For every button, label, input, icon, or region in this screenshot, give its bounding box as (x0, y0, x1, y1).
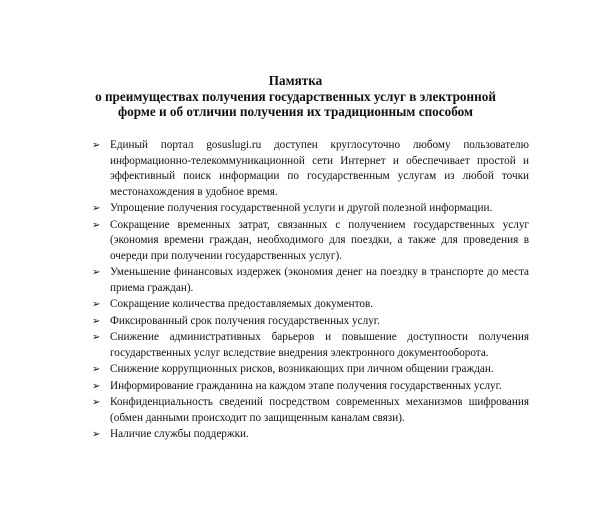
list-item (92, 427, 529, 443)
arrowhead-bullet-icon: ➢ (92, 364, 101, 375)
list-item-text: Наличие службы поддержки. (110, 428, 249, 440)
list-item-text: Снижение коррупционных рисков, возникающих при личном общении граждан. (110, 363, 494, 375)
arrowhead-bullet-icon: ➢ (92, 219, 101, 231)
list-item (92, 265, 529, 296)
list-item-text: Уменьшение финансовых издержек (экономия денег на поездку в транспорте до места приема граждан). (110, 266, 529, 294)
list-item-text: Сокращение количества предоставляемых документов. (110, 298, 374, 310)
title-line-2: о преимуществах получения государственных услуг в электронной (95, 88, 496, 104)
list-item (92, 362, 529, 378)
title-line-3: форме и об отличии получения их традиционным способом (118, 104, 473, 119)
arrowhead-bullet-icon: ➢ (92, 332, 101, 343)
list-item (92, 201, 529, 217)
arrowhead-bullet-icon: ➢ (92, 267, 101, 278)
list-item (92, 395, 529, 426)
arrowhead-bullet-icon: ➢ (92, 315, 101, 327)
list-item (92, 297, 529, 313)
list-item-text: Сокращение временных затрат, связанных с получением государственных услуг (экономия времени граждан, необходимого для поездки, а также для проведения в очереди при получении государственных услуг). (110, 218, 529, 262)
list-item-text: Единый портал gosuslugi.ru доступен круглосуточно любому пользователю информационно-телекоммуникационной сети Интернет и обеспечивает простой и эффективный поиск информации по государственным услугам из любой точки местонахождения в удобное время. (110, 139, 529, 198)
advantages-list (92, 138, 529, 444)
list-item-text: Упрощение получения государственной услуги и другой полезной информации. (110, 202, 493, 214)
arrowhead-bullet-icon: ➢ (92, 380, 101, 392)
list-item (92, 330, 529, 361)
arrowhead-bullet-icon: ➢ (92, 140, 101, 151)
list-item (92, 379, 529, 395)
document-title (60, 73, 531, 120)
list-item (92, 218, 529, 265)
arrowhead-bullet-icon: ➢ (92, 203, 101, 214)
list-item (92, 314, 529, 330)
list-item (92, 138, 529, 200)
list-item-text: Информирование гражданина на каждом этапе получения государственных услуг. (110, 379, 502, 392)
arrowhead-bullet-icon: ➢ (92, 397, 101, 408)
list-item-text: Конфиденциальность сведений посредством современных механизмов шифрования (обмен данными происходит по защищенным каналам связи). (110, 396, 529, 424)
list-item-text: Фиксированный срок получения государственных услуг. (110, 314, 380, 327)
arrowhead-bullet-icon: ➢ (92, 299, 101, 310)
list-item-text: Снижение административных барьеров и повышение доступности получения государственных услуг вследствие внедрения электронного документооборота. (110, 331, 529, 359)
title-line-1: Памятка (268, 73, 323, 88)
arrowhead-bullet-icon: ➢ (92, 429, 101, 440)
